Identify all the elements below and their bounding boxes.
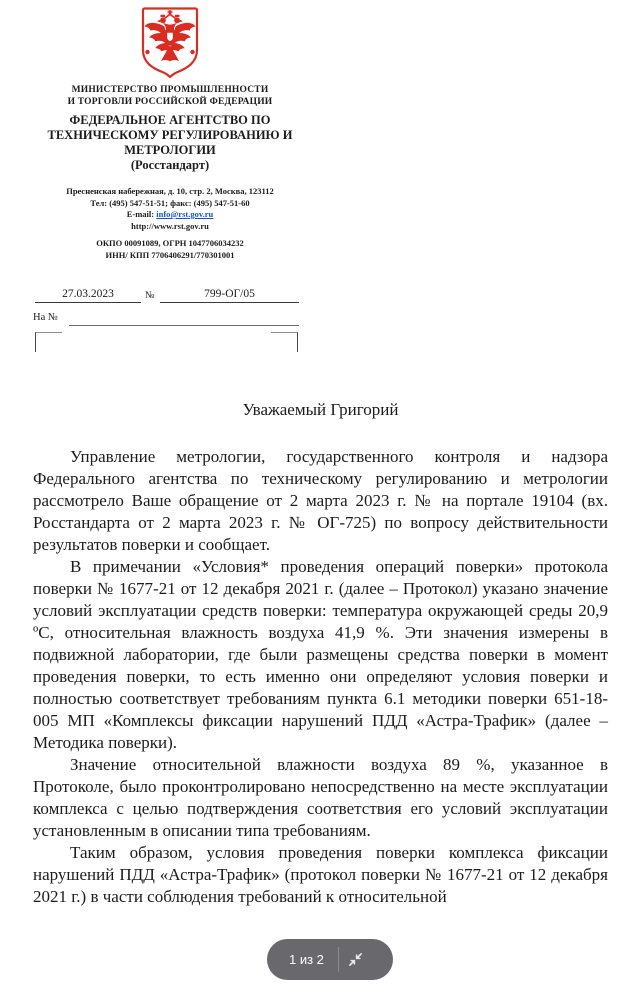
website-line: http://www.rst.gov.ru — [131, 220, 209, 231]
email-link[interactable]: info@rst.gov.ru — [156, 209, 214, 219]
paragraph-2: В примечании «Условия* проведения операций поверки» протокола поверки № 1677-21 от 12 декабря 2021 г. (далее – Протокол) указано значение условий эксплуатации средств поверки: температура окружающей среды 20,9 ºС, относительная влажность воздуха 41,9 %. Эти значения измерены в подвижной лаборатории, где были размещены средства поверки в момент проведения поверки, то есть именно они определяют условия поверки и полностью соответствует требованиям пункта 6.1 методики поверки 651-18-005 МП «Комплексы фиксации нарушений ПДД «Астра-Трафик» (далее – Методика поверки). — [33, 557, 608, 752]
collapse-button[interactable] — [339, 939, 373, 980]
viewer-toolbar-pill — [267, 939, 393, 980]
ministry-line-1: МИНИСТЕРСТВО ПРОМЫШЛЕННОСТИ — [71, 85, 269, 95]
letter-date: 27.03.2023 — [35, 288, 141, 303]
email-label: E-mail: — [126, 209, 157, 219]
address-line: Пресненская набережная, д. 10, стр. 2, Москва, 123112 — [66, 186, 274, 196]
letterhead — [33, 0, 307, 261]
ministry-line-2: И ТОРГОВЛИ РОССИЙСКОЙ ФЕДЕРАЦИИ — [67, 97, 273, 107]
okpo-ogrn-line: ОКПО 00091089, ОГРН 1047706034232 — [96, 238, 244, 248]
salutation: Уважаемый Григорий — [242, 400, 399, 419]
contact-block — [33, 186, 307, 232]
email-line — [33, 209, 307, 221]
reply-ref-blank-line — [69, 311, 299, 326]
addressee-corner-left — [35, 332, 62, 352]
reply-reference-row — [33, 311, 608, 327]
agency-short-name: (Росстандарт) — [130, 158, 210, 172]
reference-row — [33, 288, 608, 305]
agency-line-2: ТЕХНИЧЕСКОМУ РЕГУЛИРОВАНИЮ И — [47, 128, 293, 142]
paragraph-1: Управление метрологии, государственного контроля и надзора Федерального агентства по техническому регулированию и метрологии рассмотрело Ваше обращение от 2 марта 2023 г. № на портале 19104 (вх. Росстандарта от 2 марта 2023 г. № ОГ-725) по вопросу действительности результатов поверки и сообщает. — [33, 447, 608, 554]
agency-line-1: ФЕДЕРАЛЬНОЕ АГЕНТСТВО ПО — [69, 113, 271, 127]
phone-fax-line: Тел: (495) 547-51-51; факс: (495) 547-51-60 — [90, 197, 250, 208]
agency-line-3: МЕТРОЛОГИИ — [124, 143, 216, 157]
reply-ref-label: На № — [33, 312, 58, 323]
ministry-name — [33, 84, 307, 108]
agency-name — [33, 113, 307, 173]
letter-body — [33, 446, 608, 908]
inn-kpp-line: ИНН/ КПП 7706406291/770301001 — [105, 249, 235, 260]
page-indicator: 1 из 2 — [289, 952, 324, 967]
letter-number: 799-ОГ/05 — [160, 288, 299, 303]
codes-block — [33, 238, 307, 261]
paragraph-3: Значение относительной влажности воздуха 89 %, указанное в Протоколе, было проконтролировано непосредственно на месте эксплуатации комплекса с целью подтверждения соответствия его условий эксплуатации установленным в описании типа требованиям. — [33, 755, 608, 840]
russia-coat-of-arms-icon — [140, 5, 200, 78]
number-sign: № — [145, 290, 155, 301]
addressee-corner-right — [271, 332, 298, 352]
exit-fullscreen-icon — [348, 952, 363, 967]
paragraph-4: Таким образом, условия проведения поверки комплекса фиксации нарушений ПДД «Астра-Трафик» (протокол поверки № 1677-21 от 12 декабря 2021 г.) в части соблюдения требований к относительной — [33, 843, 608, 906]
